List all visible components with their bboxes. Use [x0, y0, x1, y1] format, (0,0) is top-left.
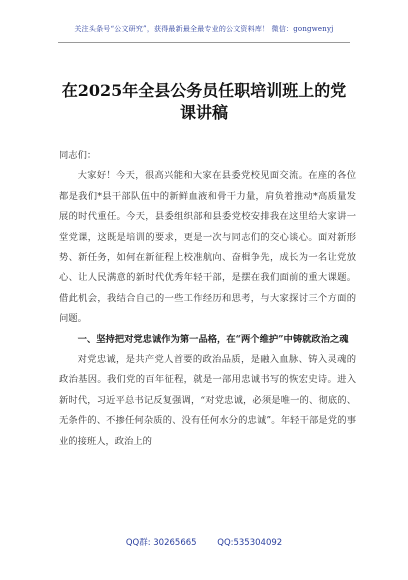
document-title: 在2025年全县公务员任职培训班上的党课讲稿: [61, 81, 347, 122]
document-body: [59, 146, 356, 452]
body-paragraph: 大家好！今天，很高兴能和大家在县委党校见面交流。在座的各位都是我们*县干部队伍中的新鲜血液和骨干力量，肩负着推动*高质量发展的时代重任。今天，县委组织部和县委党校安排我在这里给大家讲一堂党课，这既是培训的要求，更是一次与同志们的交心谈心。面对新形势、新任务，如何在新征程上校准航向、奋楫争先，成长为一名让党放心、让人民满意的新时代优秀年轻干部，是摆在我们面前的重大课题。借此机会，我结合自己的一些工作经历和思考，与大家探讨三个方面的问题。: [59, 170, 356, 325]
header-divider: [58, 42, 350, 43]
body-paragraph: 对党忠诚，是共产党人首要的政治品质，是融入血脉、铸入灵魂的政治基因。我们党的百年征程，就是一部用忠诚书写的恢宏史诗。进入新时代，习近平总书记反复强调，“对党忠诚，必须是唯一的、彻底的、无条件的、不掺任何杂质的、没有任何水分的忠诚”。年轻干部是党的事业的接班人，政治上的: [59, 354, 356, 447]
header-banner: 关注头条号“公文研究”，获得最新最全最专业的公文资料库！ 微信：gongwenyj: [74, 25, 334, 33]
section-heading: 一、坚持把对党忠诚作为第一品格，在“两个维护”中铸就政治之魂: [77, 333, 349, 345]
footer-qq-number: QQ:535304092: [217, 538, 283, 548]
footer-qq-group: QQ群: 30265665: [125, 538, 197, 548]
footer-contact: [0, 536, 408, 548]
salutation: 同志们：: [59, 150, 97, 161]
